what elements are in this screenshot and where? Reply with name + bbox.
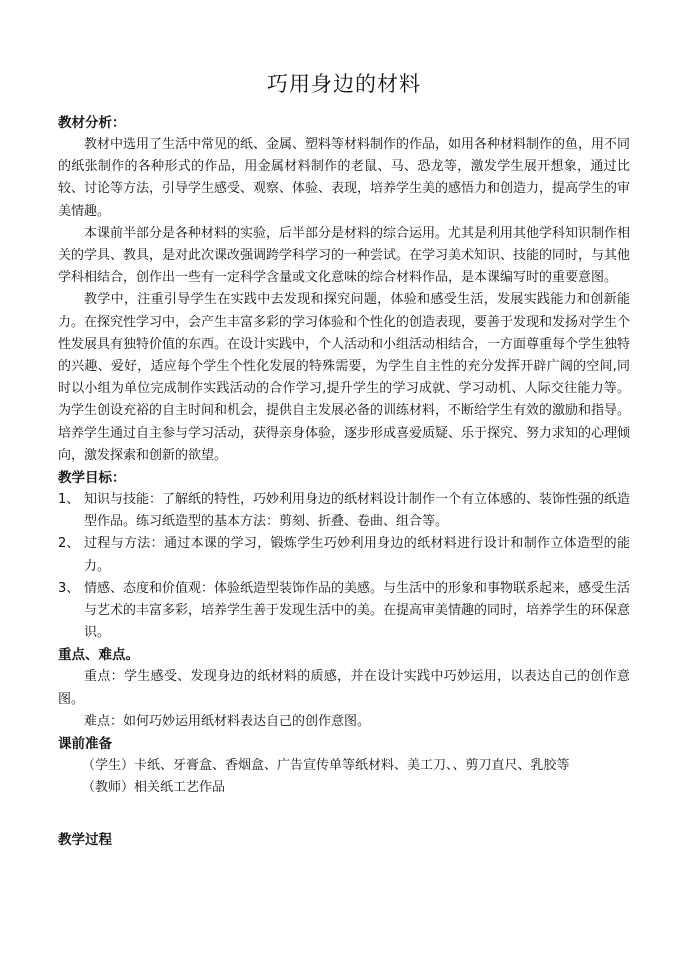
difficulty-text: 难点：如何巧妙运用纸材料表达自己的创作意图。 xyxy=(84,713,371,729)
prep-student: （学生）卡纸、牙膏盒、香烟盒、广告宣传单等纸材料、美工刀、、剪刀直尺、乳胶等 xyxy=(82,758,570,774)
prep-teacher: （教师）相关纸工艺作品 xyxy=(82,780,226,796)
blank-line xyxy=(58,799,630,829)
analysis-paragraph-3: 教学中，注重引导学生在实践中去发现和探究问题，体验和感受生活，发展实践能力和创新能力。在探究性学习中，会产生丰富多彩的学习体验和个性化的创造表现，要善于发现和发扬对学生个性发展具有独特价值的东西。在设计实践中，个人活动和小组活动相结合，一方面尊重每个学生独特的兴趣、爱好，适应每个学生个性化发展的特殊需要，为学生自主性的充分发挥开辟广阔的空间,同时以小组为单位完成制作实践活动的合作学习,提升学生的学习成就、学习动机、人际交往能力等。为学生创设充裕的自主时间和机会，提供自主发展必备的训练材料，不断给学生有效的激励和指导。培养学生通过自主参与学习活动，获得亲身体验，逐步形成喜爱质疑、乐于探究、努力求知的心理倾向，激发探索和创新的欲望。 xyxy=(58,292,631,463)
goal-item-2 xyxy=(58,533,630,577)
analysis-paragraph-1: 教材中选用了生活中常见的纸、金属、塑料等材料制作的作品，如用各种材料制作的鱼，用不同的纸张制作的各种形式的作品，用金属材料制作的老鼠、马、恐龙等，激发学生展开想象，通过比较、讨论等方法，引导学生感受、观察、体验、表现，培养学生美的感悟力和创造力，提高学生的审美情趣。 xyxy=(58,137,631,219)
section-heading-keypoints: 重点、难点。 xyxy=(58,647,139,664)
keypoint-text: 重点：学生感受、发现身边的纸材料的质感，并在设计实践中巧妙运用，以表达自己的创作意图。 xyxy=(58,669,630,707)
section-heading-analysis: 教材分析： xyxy=(58,115,126,131)
page-title: 巧用身边的材料 xyxy=(267,72,421,96)
goal-text: 情感、态度和价值观：体验纸造型装饰作品的美感。与生活中的形象和事物联系起来，感受生活与艺术的丰富多彩，培养学生善于发现生活中的美。在提高审美情趣的同时，培养学生的环保意识。 xyxy=(84,580,631,641)
goal-number: 2、 xyxy=(58,536,80,552)
goal-text: 知识与技能：了解纸的特性，巧妙利用身边的纸材料设计制作一个有立体感的、装饰性强的纸造型作品。练习纸造型的基本方法：剪刻、折叠、卷曲、组合等。 xyxy=(84,492,631,530)
goal-item-1 xyxy=(58,489,630,533)
goal-text: 过程与方法：通过本课的学习，锻炼学生巧妙利用身边的纸材料进行设计和制作立体造型的能力。 xyxy=(84,536,630,574)
goals-list xyxy=(58,489,630,644)
goal-item-3 xyxy=(58,578,630,645)
section-heading-process: 教学过程 xyxy=(58,832,112,849)
analysis-paragraph-2: 本课前半部分是各种材料的实验，后半部分是材料的综合运用。尤其是利用其他学科知识制作相关的学具、教具，是对此次课改强调跨学科学习的一种尝试。在学习美术知识、技能的同时，与其他学科相结合，创作出一些有一定科学含量或文化意味的综合材料作品，是本课编写时的重要意图。 xyxy=(58,225,631,286)
section-heading-goals: 教学目标： xyxy=(58,470,126,487)
section-heading-prep: 课前准备 xyxy=(58,736,112,753)
goal-number: 3、 xyxy=(58,580,80,596)
goal-number: 1、 xyxy=(58,492,80,508)
